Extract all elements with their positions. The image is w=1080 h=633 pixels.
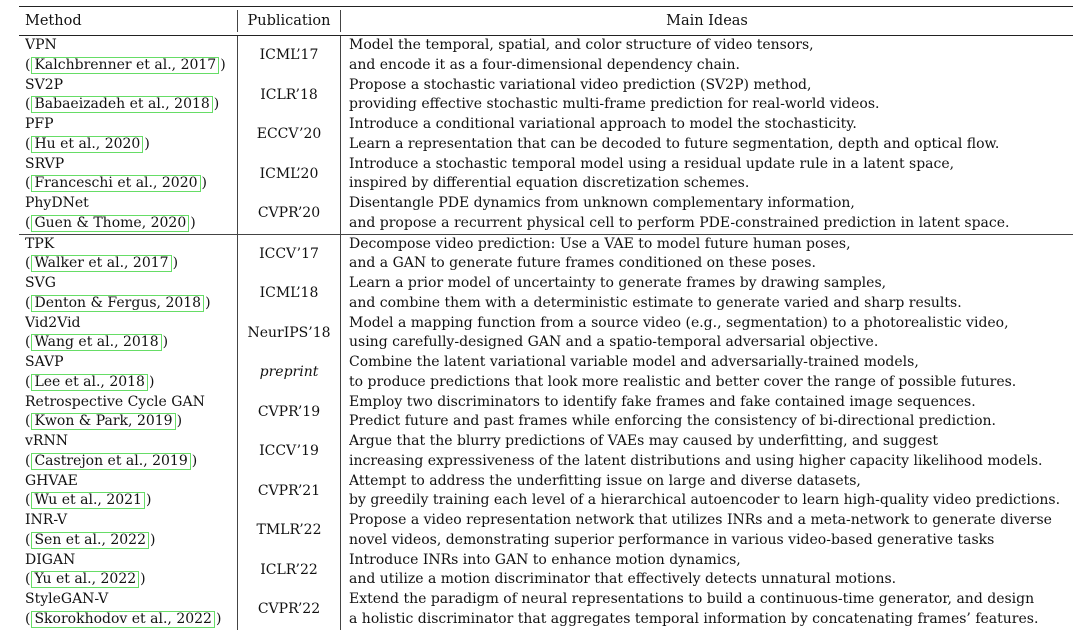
method-cell bbox=[19, 115, 237, 155]
citation-link[interactable]: Wu et al., 2021 bbox=[31, 492, 144, 509]
publication-venue: ICCV’19 bbox=[259, 443, 319, 459]
method-cell bbox=[19, 551, 237, 591]
method-cell bbox=[19, 511, 237, 551]
ideas-cell bbox=[341, 314, 1073, 354]
method-name: SV2P bbox=[25, 76, 64, 93]
method-name: Vid2Vid bbox=[25, 314, 81, 331]
citation-link[interactable]: Babaeizadeh et al., 2018 bbox=[31, 96, 212, 113]
idea-line-1: Model a mapping function from a source video (e.g., segmentation) to a photorealistic video, bbox=[349, 314, 1009, 331]
idea-line-2: to produce predictions that look more realistic and better cover the range of possible futures. bbox=[349, 373, 1017, 390]
publication-venue: NeurIPS’18 bbox=[247, 324, 331, 341]
citation-authors: Walker et al. bbox=[34, 255, 125, 271]
publication-venue: CVPR’22 bbox=[257, 601, 321, 617]
ideas-cell bbox=[341, 36, 1073, 76]
ideas-cell bbox=[341, 155, 1073, 195]
table-row bbox=[19, 194, 1073, 234]
table-group-generative bbox=[19, 235, 1073, 630]
method-citation: ( Yu et al., 2022 ) bbox=[25, 571, 146, 587]
citation-year: 2020 bbox=[104, 135, 141, 152]
idea-line-2: Learn a representation that can be decoded to future segmentation, depth and optical flow. bbox=[349, 135, 1000, 152]
publication-cell bbox=[237, 432, 341, 472]
citation-year: 2021 bbox=[106, 492, 142, 508]
publication-venue: ECCV’20 bbox=[256, 126, 322, 142]
citation-link[interactable]: Lee et al., 2018 bbox=[31, 374, 148, 391]
citation-year: 2018 bbox=[122, 334, 159, 350]
publication-cell bbox=[237, 235, 341, 275]
publication-cell bbox=[237, 551, 341, 591]
idea-line-1: Model the temporal, spatial, and color structure of video tensors, bbox=[349, 37, 814, 53]
citation-link[interactable]: Hu et al., 2020 bbox=[31, 136, 143, 153]
publication-venue: ICML’20 bbox=[259, 165, 319, 182]
citation-link[interactable]: Wang et al., 2018 bbox=[31, 334, 161, 351]
method-citation: ( Franceschi et al., 2020 ) bbox=[25, 175, 207, 191]
citation-link[interactable]: Walker et al., 2017 bbox=[31, 255, 171, 272]
publication-venue: ICML’18 bbox=[259, 285, 319, 301]
method-name: StyleGAN-V bbox=[25, 591, 109, 607]
header-method: Method bbox=[25, 13, 82, 29]
publication-cell bbox=[237, 155, 341, 195]
table-row bbox=[19, 551, 1073, 591]
citation-link[interactable]: Guen & Thome, 2020 bbox=[31, 215, 189, 232]
method-citation: ( Denton & Fergus, 2018 ) bbox=[25, 294, 211, 311]
method-name: INR-V bbox=[25, 512, 68, 528]
table-row bbox=[19, 155, 1073, 195]
ideas-cell bbox=[341, 393, 1073, 433]
publication-cell bbox=[237, 36, 341, 76]
idea-line-2: novel videos, demonstrating superior performance in various video-based generative tasks bbox=[349, 531, 995, 548]
citation-authors: Kwon & Park bbox=[34, 413, 129, 429]
ideas-cell bbox=[341, 590, 1073, 630]
table-row bbox=[19, 511, 1073, 551]
method-name: SVG bbox=[25, 275, 56, 291]
publication-cell bbox=[237, 393, 341, 433]
citation-link[interactable]: Yu et al., 2022 bbox=[31, 571, 139, 588]
citation-year: 2017 bbox=[132, 255, 169, 271]
table-row bbox=[19, 115, 1073, 155]
idea-line-2: a holistic discriminator that aggregates temporal information by concatenating frames’ features. bbox=[349, 610, 1039, 627]
citation-year: 2020 bbox=[161, 175, 198, 191]
method-cell bbox=[19, 235, 237, 275]
citation-authors: Yu et al. bbox=[34, 571, 92, 587]
table-row bbox=[19, 393, 1073, 433]
publication-cell bbox=[237, 194, 341, 234]
publication-venue: ICLR’18 bbox=[260, 86, 318, 103]
method-cell bbox=[19, 36, 237, 76]
citation-link[interactable]: Kwon & Park, 2019 bbox=[31, 413, 175, 430]
idea-line-2: using carefully-designed GAN and a spatio-temporal adversarial objective. bbox=[349, 334, 879, 350]
table-row bbox=[19, 274, 1073, 314]
citation-year: 2018 bbox=[109, 373, 145, 390]
ideas-cell bbox=[341, 432, 1073, 472]
method-cell bbox=[19, 194, 237, 234]
method-cell bbox=[19, 590, 237, 630]
method-name: VPN bbox=[25, 37, 57, 53]
citation-authors: Babaeizadeh et al. bbox=[34, 96, 166, 112]
method-name: PhyDNet bbox=[25, 195, 89, 211]
table-row bbox=[19, 76, 1073, 116]
idea-line-1: Introduce a conditional variational approach to model the stochasticity. bbox=[349, 116, 857, 132]
publication-cell bbox=[237, 115, 341, 155]
table-header-row bbox=[19, 7, 1073, 35]
idea-line-2: and a GAN to generate future frames conditioned on these poses. bbox=[349, 255, 816, 271]
method-name: vRNN bbox=[25, 433, 68, 449]
citation-link[interactable]: Castrejon et al., 2019 bbox=[31, 453, 190, 470]
method-name: GHVAE bbox=[25, 472, 78, 489]
citation-authors: Franceschi et al. bbox=[34, 175, 153, 191]
idea-line-1: Argue that the blurry predictions of VAEs may caused by underfitting, and suggest bbox=[349, 433, 939, 449]
publication-cell bbox=[237, 590, 341, 630]
citation-authors: Guen & Thome bbox=[34, 214, 142, 231]
citation-authors: Sen et al. bbox=[34, 531, 102, 548]
table-group-nonrecurrent bbox=[19, 36, 1073, 234]
idea-line-1: Combine the latent variational variable model and adversarially-trained models, bbox=[349, 354, 919, 370]
method-name: PFP bbox=[25, 116, 54, 132]
method-citation: ( Babaeizadeh et al., 2018 ) bbox=[25, 96, 220, 112]
table-row bbox=[19, 590, 1073, 630]
citation-year: 2020 bbox=[150, 214, 187, 231]
ideas-cell bbox=[341, 472, 1073, 512]
method-cell bbox=[19, 314, 237, 354]
citation-year: 2018 bbox=[165, 294, 202, 311]
ideas-cell bbox=[341, 194, 1073, 234]
citation-year: 2019 bbox=[152, 452, 188, 469]
citation-authors: Wu et al. bbox=[34, 492, 98, 508]
idea-line-1: Propose a video representation network that utilizes INRs and a meta-network to generate diverse bbox=[349, 512, 1052, 528]
header-main-ideas: Main Ideas bbox=[666, 13, 748, 29]
publication-venue: CVPR’20 bbox=[257, 205, 321, 221]
method-name: SRVP bbox=[25, 155, 65, 172]
method-citation: ( Sen et al., 2022 ) bbox=[25, 531, 156, 548]
idea-line-1: Employ two discriminators to identify fake frames and fake contained image sequences. bbox=[349, 393, 976, 410]
idea-line-1: Decompose video prediction: Use a VAE to model future human poses, bbox=[349, 235, 851, 252]
citation-link[interactable]: Denton & Fergus, 2018 bbox=[31, 295, 204, 312]
method-citation: ( Guen & Thome, 2020 ) bbox=[25, 214, 196, 231]
publication-venue: TMLR’22 bbox=[256, 522, 322, 538]
method-cell bbox=[19, 155, 237, 195]
publication-venue: ICCV’17 bbox=[259, 245, 319, 262]
method-name: TPK bbox=[25, 235, 55, 252]
citation-year: 2022 bbox=[110, 531, 146, 548]
citation-authors: Lee et al. bbox=[34, 373, 101, 390]
ideas-cell bbox=[341, 115, 1073, 155]
citation-year: 2018 bbox=[174, 96, 210, 112]
citation-authors: Castrejon et al. bbox=[34, 452, 144, 469]
publication-venue: ICML’17 bbox=[259, 47, 319, 63]
table-row bbox=[19, 432, 1073, 472]
publication-venue: CVPR’21 bbox=[257, 482, 321, 499]
publication-cell bbox=[237, 314, 341, 354]
citation-authors: Skorokhodov et al. bbox=[34, 610, 168, 627]
method-citation: ( Castrejon et al., 2019 ) bbox=[25, 452, 198, 469]
idea-line-1: Attempt to address the underfitting issue on large and diverse datasets, bbox=[349, 472, 861, 489]
table-row bbox=[19, 314, 1073, 354]
idea-line-1: Disentangle PDE dynamics from unknown complementary information, bbox=[349, 195, 855, 211]
citation-link[interactable]: Franceschi et al., 2020 bbox=[31, 175, 200, 192]
idea-line-2: and combine them with a deterministic estimate to generate varied and sharp results. bbox=[349, 294, 962, 311]
method-citation: ( Lee et al., 2018 ) bbox=[25, 373, 155, 390]
citation-year: 2019 bbox=[136, 413, 173, 429]
idea-line-1: Propose a stochastic variational video prediction (SV2P) method, bbox=[349, 76, 812, 93]
ideas-cell bbox=[341, 76, 1073, 116]
publication-cell bbox=[237, 511, 341, 551]
citation-link[interactable]: Skorokhodov et al., 2022 bbox=[31, 611, 215, 628]
method-citation: ( Kwon & Park, 2019 ) bbox=[25, 413, 183, 429]
method-name: SAVP bbox=[25, 354, 64, 370]
header-publication: Publication bbox=[237, 10, 341, 32]
publication-venue: preprint bbox=[259, 364, 319, 380]
method-name: DIGAN bbox=[25, 551, 76, 568]
idea-line-1: Introduce INRs into GAN to enhance motion dynamics, bbox=[349, 551, 741, 568]
citation-year: 2017 bbox=[180, 56, 217, 73]
method-name: Retrospective Cycle GAN bbox=[25, 393, 205, 410]
citation-authors: Denton & Fergus bbox=[34, 294, 157, 311]
idea-line-2: inspired by differential equation discretization schemes. bbox=[349, 175, 750, 191]
method-citation: ( Hu et al., 2020 ) bbox=[25, 135, 150, 152]
idea-line-1: Extend the paradigm of neural representations to build a continuous-time generator, and design bbox=[349, 591, 1035, 607]
ideas-cell bbox=[341, 235, 1073, 275]
publication-cell bbox=[237, 353, 341, 393]
publication-cell bbox=[237, 274, 341, 314]
method-cell bbox=[19, 432, 237, 472]
citation-authors: Wang et al. bbox=[34, 334, 115, 350]
method-citation: ( Skorokhodov et al., 2022 ) bbox=[25, 610, 222, 627]
citation-year: 2022 bbox=[100, 571, 137, 587]
table-row bbox=[19, 235, 1073, 275]
table-row bbox=[19, 353, 1073, 393]
table-row bbox=[19, 36, 1073, 76]
citation-year: 2022 bbox=[176, 610, 212, 627]
idea-line-2: and utilize a motion discriminator that effectively detects unnatural motions. bbox=[349, 571, 897, 587]
method-citation: ( Wu et al., 2021 ) bbox=[25, 492, 152, 508]
method-cell bbox=[19, 353, 237, 393]
ideas-cell bbox=[341, 353, 1073, 393]
idea-line-2: increasing expressiveness of the latent distributions and using higher capacity likelihood models. bbox=[349, 452, 1043, 469]
table-row bbox=[19, 472, 1073, 512]
citation-authors: Hu et al. bbox=[34, 135, 96, 152]
idea-line-2: providing effective stochastic multi-frame prediction for real-world videos. bbox=[349, 96, 880, 112]
publication-cell bbox=[237, 76, 341, 116]
citation-authors: Kalchbrenner et al. bbox=[34, 56, 172, 73]
method-cell bbox=[19, 76, 237, 116]
idea-line-2: and encode it as a four-dimensional dependency chain. bbox=[349, 56, 740, 73]
idea-line-2: and propose a recurrent physical cell to perform PDE-constrained prediction in latent space. bbox=[349, 214, 1010, 231]
idea-line-2: by greedily training each level of a hierarchical autoencoder to learn high-quality video predictions. bbox=[349, 492, 1061, 508]
methods-table bbox=[19, 6, 1073, 630]
idea-line-1: Learn a prior model of uncertainty to generate frames by drawing samples, bbox=[349, 275, 887, 291]
citation-link[interactable]: Kalchbrenner et al., 2017 bbox=[31, 57, 219, 74]
publication-cell bbox=[237, 472, 341, 512]
ideas-cell bbox=[341, 551, 1073, 591]
publication-venue: ICLR’22 bbox=[260, 561, 318, 578]
citation-link[interactable]: Sen et al., 2022 bbox=[31, 532, 149, 549]
publication-venue: CVPR’19 bbox=[257, 403, 321, 420]
idea-line-1: Introduce a stochastic temporal model using a residual update rule in a latent space, bbox=[349, 155, 955, 172]
method-cell bbox=[19, 274, 237, 314]
method-citation: ( Wang et al., 2018 ) bbox=[25, 334, 169, 350]
ideas-cell bbox=[341, 274, 1073, 314]
method-cell bbox=[19, 393, 237, 433]
idea-line-2: Predict future and past frames while enforcing the consistency of bi-directional prediction. bbox=[349, 413, 996, 429]
method-citation: ( Kalchbrenner et al., 2017 ) bbox=[25, 56, 226, 73]
method-citation: ( Walker et al., 2017 ) bbox=[25, 255, 179, 271]
method-cell bbox=[19, 472, 237, 512]
ideas-cell bbox=[341, 511, 1073, 551]
